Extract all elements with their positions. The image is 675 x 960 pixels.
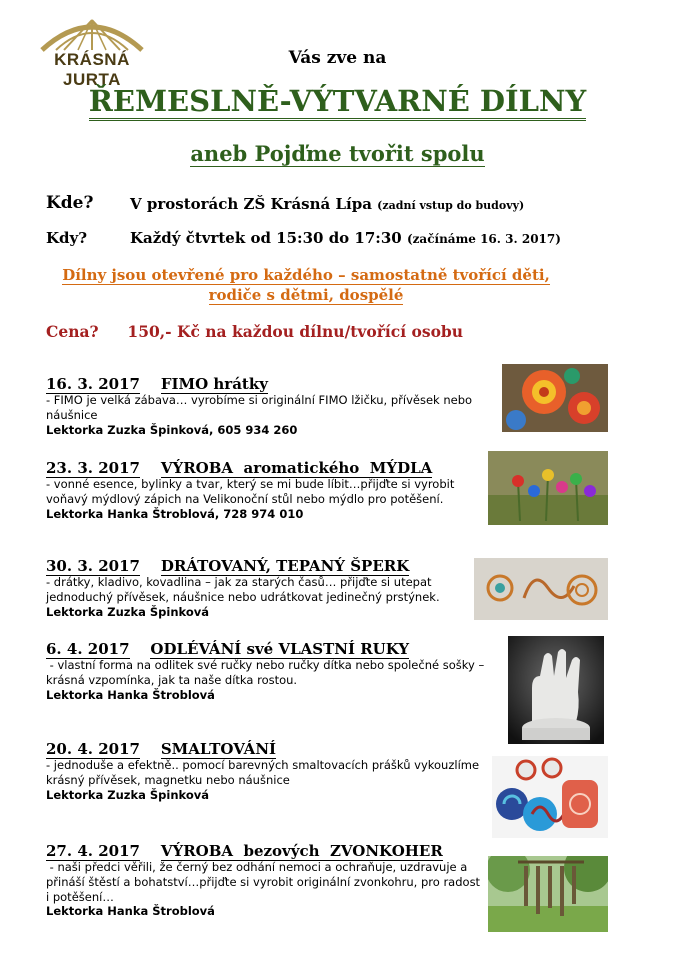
event-name: ODLÉVÁNÍ své VLASTNÍ RUKY — [150, 640, 410, 658]
where-label: Kde? — [46, 193, 94, 213]
event-hand-cast — [46, 640, 486, 703]
page-subtitle — [0, 141, 675, 166]
event-description-text: - drátky, kladivo, kovadlina – jak za starých časů… přijďte si utepat jednoduchý přívěsek, náušnice nebo udrátkovat jedinečný prstýnek. — [46, 575, 440, 604]
where-note: (zadní vstup do budovy) — [377, 199, 525, 212]
where-value — [130, 195, 524, 213]
event-date: 20. 4. 2017 — [46, 740, 140, 758]
event-date: 16. 3. 2017 — [46, 375, 140, 393]
wire-photo — [474, 558, 608, 620]
fimo-photo — [502, 364, 608, 432]
event-lecturer: Lektorka Hanka Štroblová — [46, 687, 215, 702]
event-enameling — [46, 740, 486, 803]
event-description: - vonné esence, bylinky a tvar, který se mi bude líbit…přijďte si vyrobit voňavý mýdlový zápich na Velikonoční stůl nebo mýdlo pro potěšení. — [46, 477, 455, 506]
event-name: DRÁTOVANÝ, TEPANÝ ŠPERK — [160, 557, 410, 575]
price-label: Cena? — [46, 322, 99, 341]
event-name: VÝROBA bezových ZVONKOHER — [160, 842, 443, 860]
soap-photo — [488, 451, 608, 525]
event-wire-jewelry — [46, 557, 486, 619]
event-windchimes — [46, 842, 486, 919]
logo-text: KRÁSNÁ JURTA — [54, 50, 130, 89]
page-title-text: ŘEMESLNĚ-VÝTVARNÉ DÍLNY — [89, 84, 586, 121]
price-value: 150,- Kč na každou dílnu/tvořící osobu — [127, 322, 464, 341]
event-date: 23. 3. 2017 — [46, 459, 140, 477]
audience-line-2: rodiče s dětmi, dospělé — [208, 286, 404, 304]
event-description: - vlastní forma na odlitek své ručky nebo ručky dítka nebo společné sošky – krásná vzpomínka, jak ta naše dítka rostou. — [46, 658, 488, 687]
when-label: Kdy? — [46, 229, 88, 247]
hand-cast-photo — [508, 636, 604, 744]
when-note: (začínáme 16. 3. 2017) — [406, 232, 561, 246]
event-description — [46, 575, 486, 619]
when-time: Každý čtvrtek od 15:30 do 17:30 — [130, 229, 402, 247]
event-description: - naši předci věřili, že černý bez odhání nemoci a ochraňuje, uzdravuje a přináší štěstí a bohatství…přijďte si vyrobit originální zvonkohru, pro radost i potěšení… — [46, 860, 484, 904]
windchime-photo — [488, 856, 608, 932]
audience-line-1: Dílny jsou otevřené pro každého – samostatně tvořící děti, — [62, 266, 550, 284]
event-lecturer: Lektorka Zuzka Špinková, 605 934 260 — [46, 422, 298, 437]
event-date: 6. 4. 2017 — [46, 640, 130, 658]
page-title — [0, 84, 675, 118]
event-lecturer: Lektorka Hanka Štroblová — [46, 904, 215, 919]
event-fimo — [46, 375, 486, 438]
event-name: SMALTOVÁNÍ — [160, 740, 277, 758]
event-soap — [46, 459, 486, 522]
event-date: 27. 4. 2017 — [46, 842, 140, 860]
event-lecturer: Lektorka Hanka Štroblová, 728 974 010 — [46, 506, 304, 521]
audience-note — [46, 265, 566, 305]
event-lecturer: Lektorka Zuzka Špinková — [46, 604, 210, 619]
event-date: 30. 3. 2017 — [46, 557, 140, 575]
invite-line: Vás zve na — [288, 48, 387, 68]
where-place: V prostorách ZŠ Krásná Lípa — [130, 195, 372, 213]
event-description: - FIMO je velká zábava… vyrobíme si originální FIMO lžičku, přívěsek nebo náušnice — [46, 393, 473, 422]
event-name: VÝROBA aromatického MÝDLA — [160, 459, 433, 477]
when-value — [130, 229, 561, 247]
enamel-photo — [492, 756, 608, 838]
event-name: FIMO hrátky — [160, 375, 268, 393]
price-line — [46, 322, 463, 341]
event-lecturer: Lektorka Zuzka Špinková — [46, 787, 210, 802]
event-description: - jednoduše a efektně.. pomocí barevných smaltovacích prášků vykouzlíme krásný přívěsek, magnetku nebo náušnice — [46, 758, 480, 787]
page-subtitle-text: aneb Pojďme tvořit spolu — [190, 141, 485, 166]
